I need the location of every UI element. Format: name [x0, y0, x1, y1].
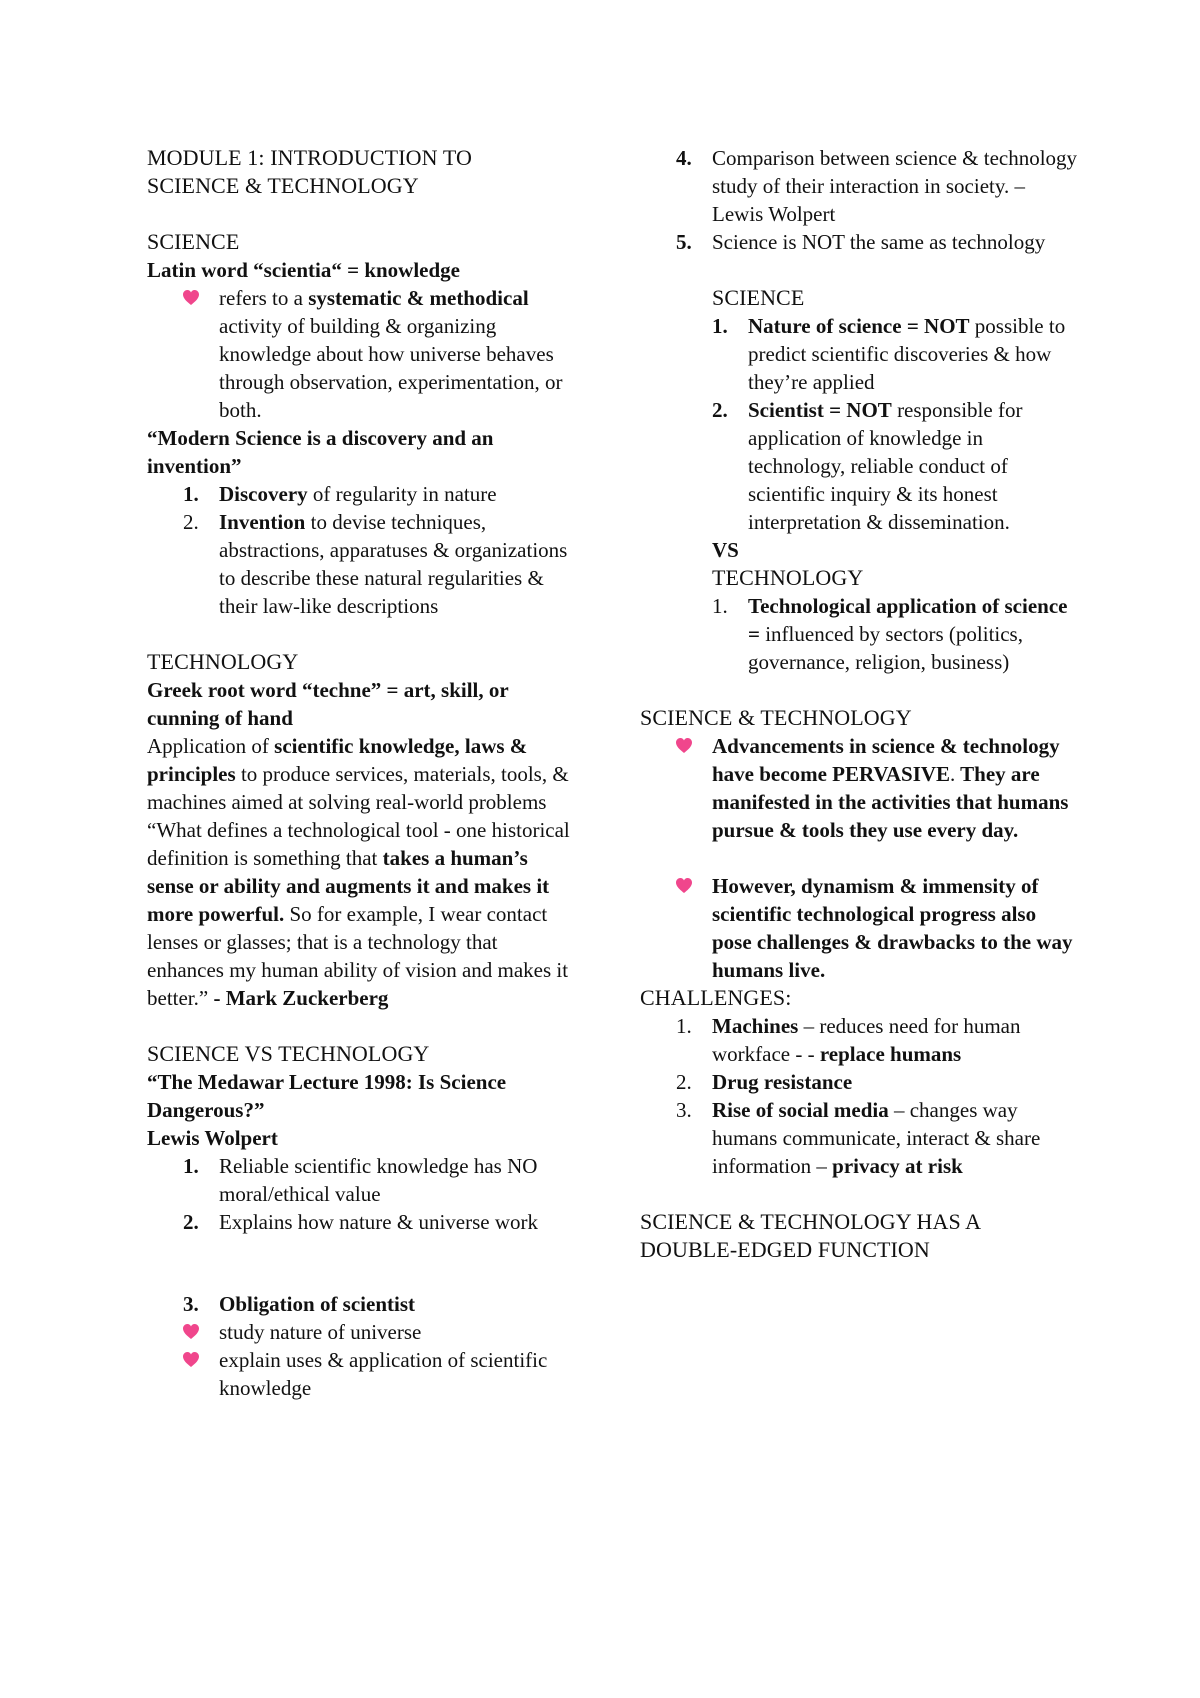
heart-icon	[183, 1352, 199, 1368]
technology-application: Application of scientific knowledge, laws & principles to produce services, materials, tools, & machines aimed at solving real-world problems	[147, 734, 569, 814]
module-title-line2: SCIENCE & TECHNOLOGY	[147, 173, 419, 198]
list-item: 3. Rise of social media – changes way humans communicate, interact & share information – privacy at risk	[676, 1098, 1041, 1178]
heart-icon	[676, 878, 692, 894]
list-item: 2. Drug resistance	[676, 1070, 853, 1094]
heart-icon	[183, 290, 199, 306]
vs-label: VS	[712, 538, 739, 562]
list-item: 2. Explains how nature & universe work	[183, 1210, 539, 1234]
medawar-title: “The Medawar Lecture 1998: Is Science Dangerous?”	[147, 1070, 507, 1122]
heart-icon	[183, 1324, 199, 1340]
list-item: 1. Machines – reduces need for human workface - - replace humans	[676, 1014, 1021, 1066]
heart-icon	[676, 738, 692, 754]
list-item: 3. Obligation of scientist	[183, 1292, 416, 1316]
technology-subheading: TECHNOLOGY	[712, 565, 864, 590]
science-latin: Latin word “scientia“ = knowledge	[147, 258, 460, 282]
list-item: study nature of universe	[147, 1318, 577, 1346]
wolpert-name: Lewis Wolpert	[147, 1126, 278, 1150]
list-item: Advancements in science & technology have become PERVASIVE. They are manifested in the activities that humans pursue & tools they use every day.	[640, 732, 1080, 844]
list-item: 1. Discovery of regularity in nature	[183, 482, 497, 506]
list-item: 1. Technological application of science = influenced by sectors (politics, governance, religion, business)	[712, 594, 1068, 674]
list-item: 2. Invention to devise techniques, abstractions, apparatuses & organizations to describe these natural regularities & their law-like descriptions	[183, 510, 568, 618]
science-subheading: SCIENCE	[712, 285, 805, 310]
modern-science-quote: “Modern Science is a discovery and an invention”	[147, 426, 494, 478]
module-title	[147, 144, 577, 200]
double-edged-heading: SCIENCE & TECHNOLOGY HAS A DOUBLE-EDGED FUNCTION	[640, 1209, 980, 1262]
zuckerberg-quote: “What defines a technological tool - one historical definition is something that takes a human’s sense or ability and augments it and makes it more powerful. So for example, I wear contact lenses or glasses; that is a technology that enhances my human ability of vision and makes it better.” - Mark Zuckerberg	[147, 818, 570, 1010]
science-heading: SCIENCE	[147, 229, 240, 254]
technology-greek: Greek root word “techne” = art, skill, or cunning of hand	[147, 678, 509, 730]
left-column	[147, 144, 577, 1402]
list-item: 5. Science is NOT the same as technology	[676, 230, 1046, 254]
list-item: 4. Comparison between science & technology study of their interaction in society. – Lewis Wolpert	[676, 146, 1078, 226]
challenges-heading: CHALLENGES:	[640, 985, 792, 1010]
list-item: However, dynamism & immensity of scientific technological progress also pose challenges & drawbacks to the way humans live.	[640, 872, 1080, 984]
list-item: 2. Scientist = NOT responsible for application of knowledge in technology, reliable conduct of scientific inquiry & its honest interpretation & dissemination.	[712, 398, 1023, 534]
list-item: 1. Reliable scientific knowledge has NO moral/ethical value	[183, 1154, 538, 1206]
science-technology-heading: SCIENCE & TECHNOLOGY	[640, 705, 912, 730]
technology-heading: TECHNOLOGY	[147, 649, 299, 674]
right-column	[640, 144, 1080, 1264]
list-item: refers to a systematic & methodical activity of building & organizing knowledge about how universe behaves through observation, experimentation, or both.	[147, 284, 577, 424]
module-title-line1: MODULE 1: INTRODUCTION TO	[147, 145, 472, 170]
science-vs-technology-heading: SCIENCE VS TECHNOLOGY	[147, 1041, 430, 1066]
list-item: 1. Nature of science = NOT possible to predict scientific discoveries & how they’re applied	[712, 314, 1066, 394]
list-item: explain uses & application of scientific knowledge	[147, 1346, 577, 1402]
